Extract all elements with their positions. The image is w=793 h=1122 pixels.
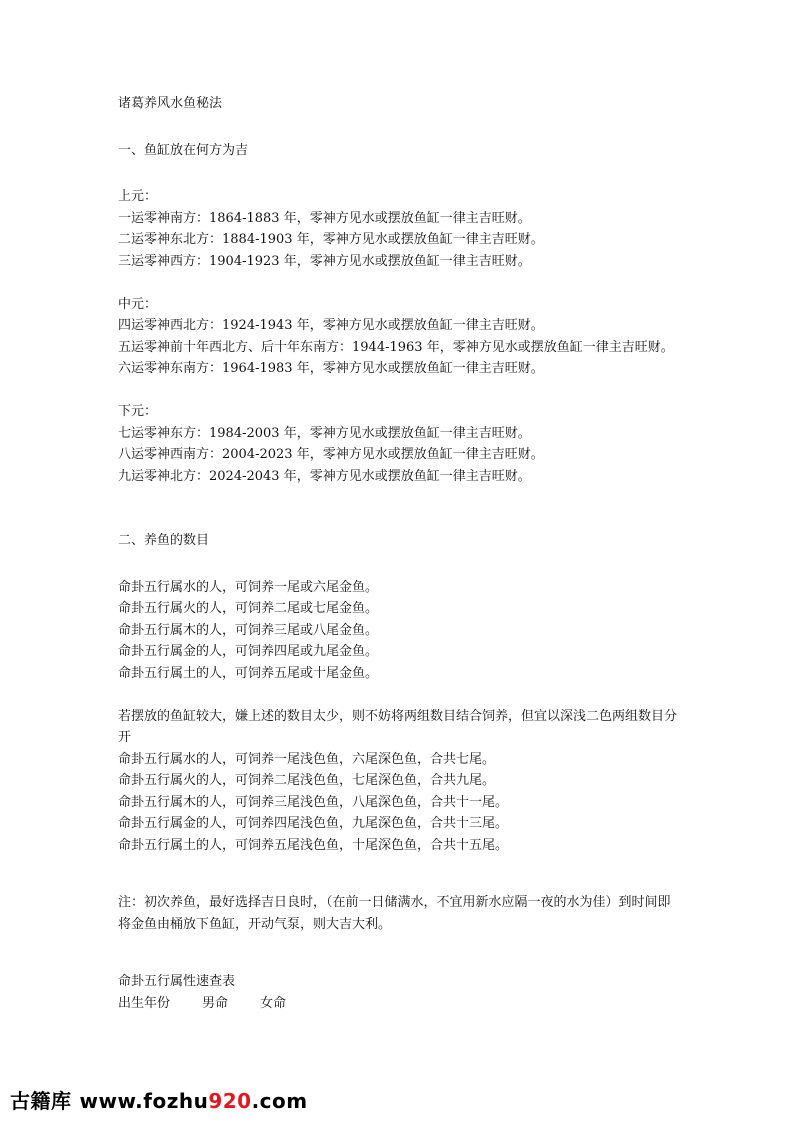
group-label-middle: 中元： — [118, 296, 158, 312]
group-line: 九运零神北方：2024-2043 年，零神方见水或摆放鱼缸一律主吉旺财。 — [118, 468, 531, 484]
section2-heading: 二、养鱼的数目 — [118, 533, 210, 548]
section1-heading: 一、鱼缸放在何方为吉 — [118, 142, 249, 158]
combined-intro: 若摆放的鱼缸较大，嫌上述的数目太少，则不妨将两组数目结合饲养，但宜以深浅二色两组数目分开 — [118, 708, 678, 745]
document-title: 诸葛养风水鱼秘法 — [118, 96, 223, 111]
watermark-site-name: 古籍库 — [10, 1089, 72, 1113]
group-line: 八运零神西南方：2004-2023 年，零神方见水或摆放鱼缸一律主吉旺财。 — [118, 447, 544, 462]
group-line: 六运零神东南方：1964-1983 年，零神方见水或摆放鱼缸一律主吉旺财。 — [118, 361, 544, 376]
fish-count-line: 命卦五行属金的人，可饲养四尾或九尾金鱼。 — [118, 644, 379, 659]
note-paragraph: 注：初次养鱼，最好选择吉日良时，（在前一日储满水，不宜用新水应隔一夜的水为佳）到时间即将金鱼由桶放下鱼缸，开动气泵，则大吉大利。 — [118, 895, 671, 932]
combined-line: 命卦五行属火的人，可饲养二尾浅色鱼，七尾深色鱼，合共九尾。 — [118, 773, 496, 788]
combined-line: 命卦五行属木的人，可饲养三尾浅色鱼，八尾深色鱼，合共十一尾。 — [118, 794, 509, 810]
site-watermark — [10, 1088, 308, 1114]
watermark-url-prefix: www.fozhu — [79, 1089, 209, 1113]
group-line: 三运零神西方：1904-1923 年，零神方见水或摆放鱼缸一律主吉旺财。 — [118, 253, 531, 269]
group-label-upper: 上元： — [118, 189, 158, 204]
watermark-url-number: 920 — [208, 1089, 252, 1113]
combined-line: 命卦五行属水的人，可饲养一尾浅色鱼，六尾深色鱼，合共七尾。 — [118, 751, 496, 767]
group-line: 七运零神东方：1984-2003 年，零神方见水或摆放鱼缸一律主吉旺财。 — [118, 425, 531, 441]
fish-count-line: 命卦五行属水的人，可饲养一尾或六尾金鱼。 — [118, 579, 379, 595]
fish-count-line: 命卦五行属火的人，可饲养二尾或七尾金鱼。 — [118, 601, 379, 616]
document-body — [118, 93, 683, 1014]
fish-count-line: 命卦五行属土的人，可饲养五尾或十尾金鱼。 — [118, 665, 379, 681]
table-header-female: 女命 — [260, 995, 287, 1011]
watermark-url-suffix: .com — [251, 1089, 308, 1113]
group-line: 五运零神前十年西北方、后十年东南方：1944-1963 年，零神方见水或摆放鱼缸一律主吉旺财。 — [118, 339, 674, 355]
combined-line: 命卦五行属土的人，可饲养五尾浅色鱼，十尾深色鱼，合共十五尾。 — [118, 837, 509, 853]
table-header-row — [118, 993, 683, 1015]
combined-line: 命卦五行属金的人，可饲养四尾浅色鱼，九尾深色鱼，合共十三尾。 — [118, 816, 509, 831]
group-label-lower: 下元： — [118, 404, 158, 419]
table-header-male: 男命 — [202, 995, 229, 1011]
fish-count-line: 命卦五行属木的人，可饲养三尾或八尾金鱼。 — [118, 622, 379, 638]
table-title: 命卦五行属性速查表 — [118, 974, 236, 989]
group-line: 四运零神西北方：1924-1943 年，零神方见水或摆放鱼缸一律主吉旺财。 — [118, 318, 544, 333]
group-line: 一运零神南方：1864-1883 年，零神方见水或摆放鱼缸一律主吉旺财。 — [118, 210, 531, 226]
group-line: 二运零神东北方：1884-1903 年，零神方见水或摆放鱼缸一律主吉旺财。 — [118, 232, 544, 247]
table-header-year: 出生年份 — [118, 995, 171, 1011]
